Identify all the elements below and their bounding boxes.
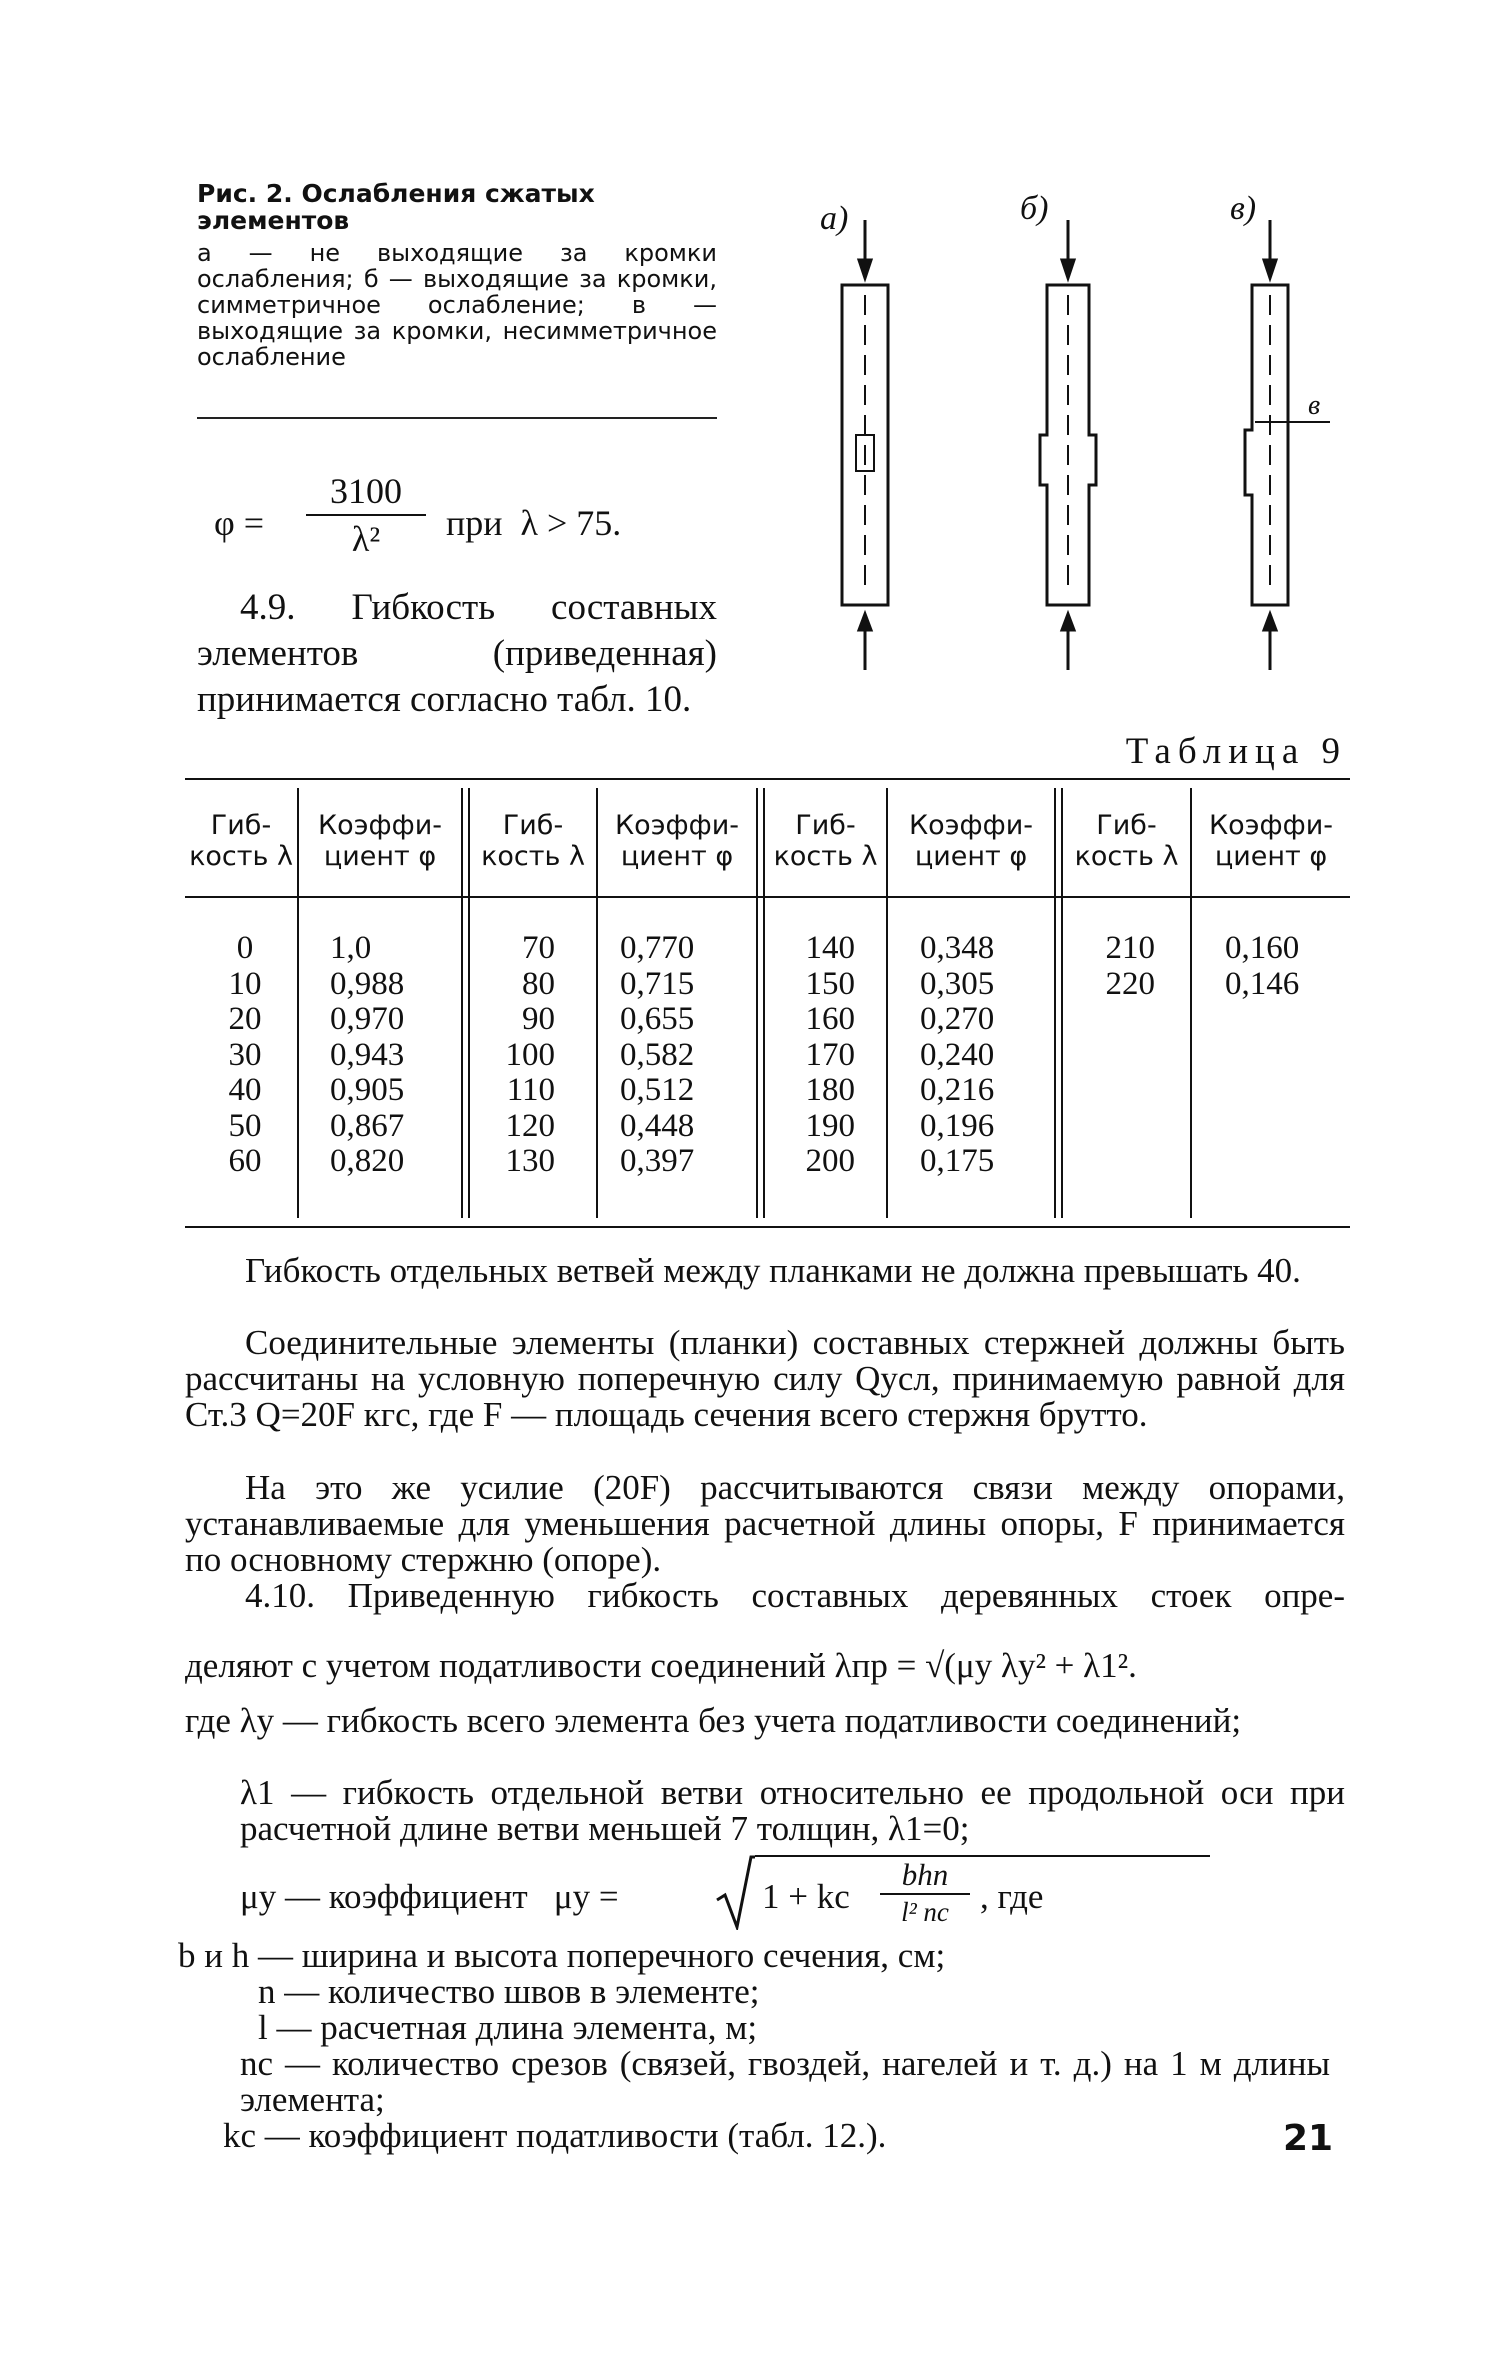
page-number: 21 — [1283, 2118, 1334, 2159]
table-cell-lambda: 60 — [228, 1143, 262, 1179]
table-cell-lambda: 120 — [505, 1107, 555, 1144]
table-cell-lambda: 180 — [805, 1072, 855, 1108]
section-4-9-heading: 4.9. Гибкость составных — [240, 587, 717, 628]
table-cell-phi: 0,160 — [1225, 930, 1300, 966]
col-phi-4 — [1225, 931, 1335, 1002]
mu-formula — [240, 1855, 1140, 1935]
figure-caption-title: Рис. 2. Ослабления сжатых элементов — [197, 179, 595, 235]
header-flex-1: Гиб- кость λ — [189, 810, 293, 872]
mu-lhs: μy — коэффициент μy = — [240, 1877, 619, 1916]
col-lambda-4 — [1070, 931, 1155, 1002]
col-lambda-1 — [215, 931, 275, 1180]
table-cell-lambda: 70 — [522, 930, 555, 966]
paragraph-bracing: На это же усилие (20F) рассчитываются связи между опорами, устанавливаемые для уменьшения расчетной длины опоры, F принимается по основному стержню (опоре). — [185, 1468, 1345, 1579]
header-coef-4: Коэффи- циент φ — [1209, 810, 1333, 872]
table-cell-phi: 0,970 — [330, 1001, 405, 1037]
table-cell-phi: 0,820 — [330, 1143, 405, 1179]
paragraph-branch-flex: Гибкость отдельных ветвей между планками не должна превышать 40. — [245, 1251, 1301, 1290]
table-bottom-rule — [185, 1226, 1350, 1228]
def-kc: kс — коэффициент податливости (табл. 12.). — [223, 2116, 887, 2155]
paragraph-4-10: 4.10. Приведенную гибкость составных деревянных стоек опре- — [245, 1576, 1345, 1615]
def-n: n — количество швов в элементе; — [258, 1972, 760, 2011]
table-cell-phi: 1,0 — [330, 930, 372, 966]
table-vrule — [461, 788, 463, 1218]
table-cell-phi: 0,943 — [330, 1036, 405, 1073]
figure-label-b: б) — [1020, 190, 1049, 227]
table-cell-phi: 0,770 — [620, 930, 695, 966]
table-cell-lambda: 200 — [805, 1143, 855, 1179]
table-cell-phi: 0,715 — [620, 965, 695, 1002]
table-cell-phi: 0,867 — [330, 1107, 405, 1144]
table-cell-phi: 0,240 — [920, 1036, 995, 1073]
table-cell-phi: 0,196 — [920, 1107, 995, 1144]
figure-side-label: в — [1308, 390, 1321, 421]
table-vrule — [756, 788, 758, 1218]
table-cell-phi: 0,146 — [1225, 965, 1300, 1002]
table-cell-phi: 0,397 — [620, 1143, 695, 1179]
table-cell-lambda: 50 — [228, 1107, 262, 1144]
table-cell-phi: 0,905 — [330, 1072, 405, 1108]
table-cell-lambda: 160 — [805, 1001, 855, 1037]
table-cell-lambda: 10 — [228, 965, 262, 1002]
table-cell-lambda: 80 — [522, 965, 555, 1002]
def-b-h: b и h — ширина и высота поперечного сечения, см; — [178, 1936, 946, 1975]
where-lambda-y: где λy — гибкость всего элемента без учета податливости соединений; — [185, 1701, 1242, 1740]
caption-divider — [197, 417, 717, 419]
figure-drawing — [800, 190, 1360, 710]
col-lambda-3 — [770, 931, 855, 1180]
table-cell-lambda: 0 — [236, 930, 254, 966]
figure-label-a: а) — [820, 200, 849, 237]
table-cell-lambda: 40 — [228, 1072, 262, 1108]
table-cell-phi: 0,655 — [620, 1001, 695, 1037]
table-cell-lambda: 20 — [228, 1001, 262, 1037]
def-nc: nс — количество срезов (связей, гвоздей, нагелей и т. д.) на 1 м длины элемента; — [240, 2044, 1330, 2119]
table-cell-phi: 0,512 — [620, 1072, 695, 1108]
mu-denominator: l² nс — [901, 1897, 949, 1927]
phi-fraction — [306, 470, 426, 560]
phi-formula — [214, 470, 714, 560]
phi-condition: при λ > 75. — [446, 503, 622, 543]
col-lambda-2 — [475, 931, 555, 1180]
phi-denominator: λ² — [351, 519, 381, 559]
phi-numerator: 3100 — [306, 470, 426, 516]
header-flex-3: Гиб- кость λ — [773, 810, 878, 872]
table-cell-phi: 0,305 — [920, 965, 995, 1002]
table-top-rule — [185, 778, 1350, 780]
table-cell-lambda: 190 — [805, 1107, 855, 1144]
mu-tail: , где — [980, 1877, 1044, 1916]
mu-radicand: 1 + kc — [762, 1877, 850, 1916]
table-cell-lambda: 170 — [805, 1036, 855, 1073]
table-cell-phi: 0,582 — [620, 1036, 695, 1073]
header-coef-3: Коэффи- циент φ — [909, 810, 1033, 872]
table-cell-phi: 0,988 — [330, 965, 405, 1002]
def-l: l — расчетная длина элемента, м; — [258, 2008, 758, 2047]
table-cell-lambda: 220 — [1105, 965, 1155, 1002]
table-cell-phi: 0,175 — [920, 1143, 995, 1179]
table-header-rule — [185, 896, 1350, 898]
header-coef-1: Коэффи- циент φ — [318, 810, 442, 872]
where-lambda-1: λ1 — гибкость отдельной ветви относительно ее продольной оси при расчетной длине ветви меньшей 7 толщин, λ1=0; — [240, 1773, 1345, 1848]
table-title: Таблица 9 — [1125, 731, 1347, 772]
phi-lhs: φ = — [214, 503, 265, 543]
paragraph-connecting-elements: Соединительные элементы (планки) составных стержней должны быть рассчитаны на условную поперечную силу Qусл, принимаемую равной для Ст.3 Q=20F кгс, где F — площадь сечения всего стержня брутто. — [185, 1323, 1345, 1434]
header-flex-2: Гиб- кость λ — [481, 810, 585, 872]
table-vrule — [1054, 788, 1056, 1218]
table-cell-lambda: 110 — [506, 1072, 555, 1108]
radical-bar — [755, 1855, 1210, 1857]
table-cell-lambda: 140 — [805, 930, 855, 966]
table-cell-lambda: 90 — [522, 1001, 555, 1037]
header-flex-4: Гиб- кость λ — [1074, 810, 1179, 872]
col-phi-1 — [330, 931, 430, 1180]
figure-caption-text: а — не выходящие за кромки ослабления; б — выходящие за кромки, симметричное ослабление; в — выходящие за кромки, несимметричное ослабление — [197, 239, 717, 371]
figure-compressed-elements — [800, 190, 1360, 710]
table-cell-lambda: 150 — [805, 965, 855, 1002]
header-coef-2: Коэффи- циент φ — [615, 810, 739, 872]
table-cell-phi: 0,270 — [920, 1001, 995, 1037]
table-cell-phi: 0,216 — [920, 1072, 995, 1108]
lambda-reduced-formula: деляют с учетом податливости соединений λпр = √(μy λy² + λ1². — [185, 1646, 1137, 1685]
table-cell-phi: 0,448 — [620, 1107, 695, 1144]
section-4-9-text: элементов (приведенная) принимается согласно табл. 10. — [197, 633, 717, 720]
table-cell-lambda: 100 — [505, 1036, 555, 1073]
table-cell-lambda: 30 — [228, 1036, 262, 1073]
table-cell-lambda: 130 — [505, 1143, 555, 1179]
col-phi-3 — [920, 931, 1030, 1180]
mu-numerator: bhn — [880, 1857, 970, 1895]
table-cell-phi: 0,348 — [920, 930, 995, 966]
table-9 — [185, 778, 1350, 1228]
col-phi-2 — [620, 931, 730, 1180]
sqrt-icon — [715, 1855, 755, 1930]
table-cell-lambda: 210 — [1105, 930, 1155, 966]
figure-label-v: в) — [1230, 190, 1257, 227]
